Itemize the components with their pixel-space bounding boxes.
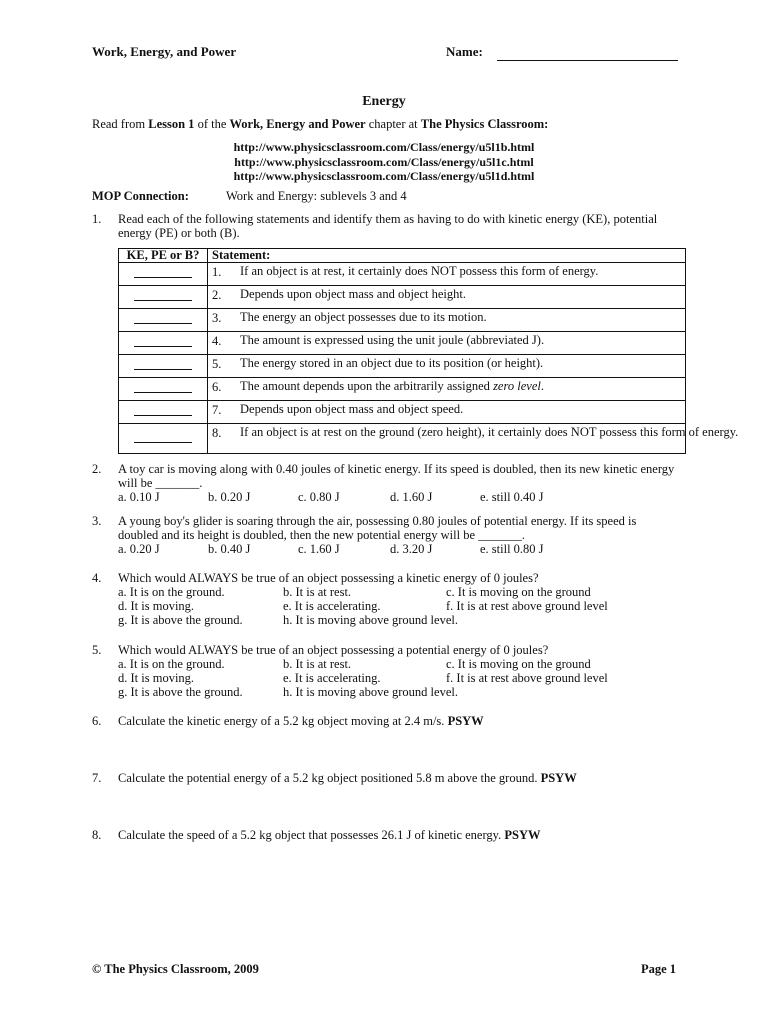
table-row [119, 424, 686, 454]
question-text: Which would ALWAYS be true of an object possessing a kinetic energy of 0 joules? [118, 571, 539, 585]
option-f[interactable]: f. It is at rest above ground level [446, 599, 608, 613]
option-e[interactable]: e. It is accelerating. [283, 671, 381, 685]
table-row [119, 401, 686, 424]
row-statement-main: The amount depends upon the arbitrarily assigned [240, 379, 494, 393]
footer-copyright: © The Physics Classroom, 2009 [92, 962, 259, 976]
intro-mid2: chapter at [365, 117, 421, 131]
row-statement: The energy stored in an object due to its position (or height). [240, 356, 544, 370]
intro-prefix: Read from [92, 117, 149, 131]
question-number: 8. [92, 828, 102, 842]
row-statement: If an object is at rest, it certainly does NOT possess this form of energy. [240, 264, 599, 278]
option-d[interactable]: d. 3.20 J [390, 542, 433, 556]
option-b[interactable]: b. 0.40 J [208, 542, 251, 556]
question-text [118, 828, 678, 842]
option-e[interactable]: e. It is accelerating. [283, 599, 381, 613]
row-number: 3. [212, 311, 222, 325]
option-d[interactable]: d. It is moving. [118, 671, 195, 685]
page-title: Energy [362, 94, 406, 109]
option-c[interactable]: c. 0.80 J [298, 490, 340, 504]
row-statement-tail: . [540, 379, 544, 393]
option-g[interactable]: g. It is above the ground. [118, 685, 243, 699]
row-number: 1. [212, 265, 222, 279]
mop-text: Work and Energy: sublevels 3 and 4 [226, 189, 407, 203]
row-statement: Depends upon object mass and object speed. [240, 402, 464, 416]
table-row [119, 355, 686, 378]
question-number: 4. [92, 571, 102, 585]
option-c[interactable]: c. It is moving on the ground [446, 657, 591, 671]
mop-label: MOP Connection: [92, 189, 189, 203]
row-number: 2. [212, 288, 222, 302]
option-h[interactable]: h. It is moving above ground level. [283, 685, 458, 699]
question-text: A young boy's glider is soaring through the air, possessing 0.80 joules of potential energy. If its speed is doubled and its height is doubled, then the new potential energy will be _______. [118, 514, 637, 542]
row-number: 7. [212, 403, 222, 417]
option-d[interactable]: d. It is moving. [118, 599, 195, 613]
question-text-main: Calculate the speed of a 5.2 kg object that possesses 26.1 J of kinetic energy. [118, 828, 505, 842]
row-number: 4. [212, 334, 222, 348]
question-number: 1. [92, 212, 102, 226]
option-a[interactable]: a. 0.10 J [118, 490, 160, 504]
question-text [118, 714, 678, 728]
link-u5l1d[interactable]: http://www.physicsclassroom.com/Class/energy/u5l1d.html [233, 169, 535, 183]
question-number: 3. [92, 514, 102, 528]
intro-site: The Physics Classroom: [420, 117, 549, 131]
row-number: 6. [212, 380, 222, 394]
row-statement: If an object is at rest on the ground (zero height), it certainly does NOT possess this form of energy. [240, 425, 739, 439]
intro-chapter: Work, Energy and Power [229, 117, 366, 131]
question-number: 2. [92, 462, 102, 476]
table-header-row [119, 249, 686, 263]
answer-blank-7[interactable] [134, 403, 192, 416]
answer-blank-1[interactable] [134, 265, 192, 278]
link-u5l1b[interactable]: http://www.physicsclassroom.com/Class/energy/u5l1b.html [233, 140, 535, 154]
row-statement: The amount is expressed using the unit joule (abbreviated J). [240, 333, 545, 347]
psyw-label: PSYW [447, 714, 484, 728]
column-header-statement: Statement: [208, 249, 686, 263]
row-statement [240, 380, 740, 392]
answer-blank-4[interactable] [134, 334, 192, 347]
name-field-line[interactable] [497, 60, 678, 61]
question-text-main: Calculate the potential energy of a 5.2 kg object positioned 5.8 m above the ground. [118, 771, 541, 785]
intro-text [92, 117, 548, 132]
intro-mid1: of the [194, 117, 230, 131]
option-h[interactable]: h. It is moving above ground level. [283, 613, 458, 627]
option-b[interactable]: b. It is at rest. [283, 585, 352, 599]
question-text: Read each of the following statements and identify them as having to do with kinetic energy (KE), potential energy (PE) or both (B). [118, 212, 658, 240]
reading-links [0, 140, 768, 184]
psyw-label: PSYW [540, 771, 577, 785]
answer-blank-8[interactable] [134, 430, 192, 443]
answer-blank-3[interactable] [134, 311, 192, 324]
table-row [119, 309, 686, 332]
row-statement: Depends upon object mass and object height. [240, 287, 466, 301]
table-row [119, 263, 686, 286]
row-statement-emphasis: zero level [493, 379, 541, 393]
document-header-title: Work, Energy, and Power [92, 44, 237, 59]
option-g[interactable]: g. It is above the ground. [118, 613, 243, 627]
row-statement: The energy an object possesses due to its motion. [240, 310, 487, 324]
question-text-main: Calculate the kinetic energy of a 5.2 kg object moving at 2.4 m/s. [118, 714, 448, 728]
option-a[interactable]: a. It is on the ground. [118, 657, 225, 671]
answer-blank-2[interactable] [134, 288, 192, 301]
name-label: Name: [446, 44, 483, 59]
question-text: A toy car is moving along with 0.40 joules of kinetic energy. If its speed is doubled, then its new kinetic energy will be _______. [118, 462, 675, 490]
option-e[interactable]: e. still 0.80 J [480, 542, 544, 556]
option-d[interactable]: d. 1.60 J [390, 490, 433, 504]
answer-blank-5[interactable] [134, 357, 192, 370]
statements-table [118, 248, 739, 454]
psyw-label: PSYW [504, 828, 541, 842]
question-number: 7. [92, 771, 102, 785]
option-a[interactable]: a. It is on the ground. [118, 585, 225, 599]
option-f[interactable]: f. It is at rest above ground level [446, 671, 608, 685]
link-u5l1c[interactable]: http://www.physicsclassroom.com/Class/energy/u5l1c.html [234, 154, 534, 169]
option-b[interactable]: b. It is at rest. [283, 657, 352, 671]
row-number: 8. [212, 426, 222, 440]
answer-blank-6[interactable] [134, 380, 192, 393]
question-text: Which would ALWAYS be true of an object possessing a potential energy of 0 joules? [118, 643, 549, 657]
option-b[interactable]: b. 0.20 J [208, 490, 251, 504]
option-a[interactable]: a. 0.20 J [118, 542, 160, 556]
option-c[interactable]: c. It is moving on the ground [446, 585, 591, 599]
table-row [119, 378, 686, 401]
question-number: 5. [92, 643, 102, 657]
row-number: 5. [212, 357, 222, 371]
option-e[interactable]: e. still 0.40 J [480, 490, 544, 504]
footer-page-number: Page 1 [641, 962, 677, 976]
table-row [119, 332, 686, 355]
question-number: 6. [92, 714, 102, 728]
column-header-answer: KE, PE or B? [119, 249, 208, 263]
option-c[interactable]: c. 1.60 J [298, 542, 340, 556]
question-text [118, 771, 678, 785]
intro-lesson: Lesson 1 [148, 117, 195, 131]
table-row [119, 286, 686, 309]
